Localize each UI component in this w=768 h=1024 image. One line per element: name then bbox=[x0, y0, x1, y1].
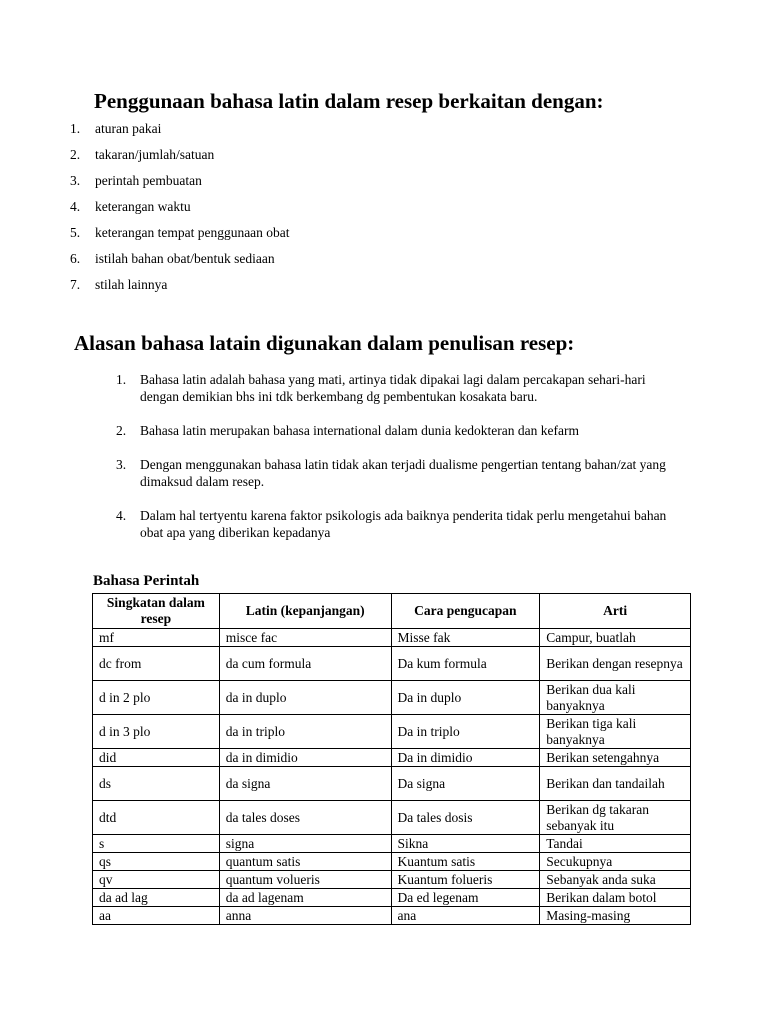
cell-latin: da ad lagenam bbox=[219, 889, 391, 907]
header-singkatan: Singkatan dalam resep bbox=[93, 594, 220, 629]
cell-latin: misce fac bbox=[219, 629, 391, 647]
cell-singkatan: dtd bbox=[93, 801, 220, 835]
table-row bbox=[93, 681, 691, 715]
list-number: 1. bbox=[116, 372, 127, 387]
usage-list-item bbox=[70, 276, 290, 302]
list-number: 2. bbox=[116, 423, 127, 438]
cell-latin: anna bbox=[219, 907, 391, 925]
cell-singkatan: mf bbox=[93, 629, 220, 647]
cell-latin: da tales doses bbox=[219, 801, 391, 835]
reason-list-item bbox=[116, 422, 676, 439]
reason-list bbox=[116, 371, 676, 558]
usage-list-item bbox=[70, 224, 290, 250]
list-number: 4. bbox=[70, 199, 81, 214]
reason-list-item bbox=[116, 507, 676, 541]
cell-latin: signa bbox=[219, 835, 391, 853]
list-text: perintah pembuatan bbox=[95, 173, 202, 188]
table-row bbox=[93, 853, 691, 871]
table-row bbox=[93, 749, 691, 767]
cell-ucapan: Sikna bbox=[391, 835, 540, 853]
cell-ucapan: Da signa bbox=[391, 767, 540, 801]
section1-title: Penggunaan bahasa latin dalam resep berkaitan dengan: bbox=[94, 89, 604, 113]
list-text: takaran/jumlah/satuan bbox=[95, 147, 215, 162]
cell-latin: da cum formula bbox=[219, 647, 391, 681]
cell-latin: quantum satis bbox=[219, 853, 391, 871]
cell-ucapan: Da in triplo bbox=[391, 715, 540, 749]
section2-title: Alasan bahasa latain digunakan dalam penulisan resep: bbox=[74, 331, 575, 355]
table-row bbox=[93, 871, 691, 889]
list-text: istilah bahan obat/bentuk sediaan bbox=[95, 251, 275, 266]
cell-arti: Secukupnya bbox=[540, 853, 691, 871]
list-number: 2. bbox=[70, 147, 81, 162]
table-row bbox=[93, 889, 691, 907]
cell-ucapan: Da ed legenam bbox=[391, 889, 540, 907]
cell-singkatan: d in 3 plo bbox=[93, 715, 220, 749]
list-number: 5. bbox=[70, 225, 81, 240]
cell-singkatan: aa bbox=[93, 907, 220, 925]
cell-ucapan: Da tales dosis bbox=[391, 801, 540, 835]
cell-ucapan: Kuantum folueris bbox=[391, 871, 540, 889]
list-number: 3. bbox=[70, 173, 81, 188]
cell-ucapan: Misse fak bbox=[391, 629, 540, 647]
list-text: aturan pakai bbox=[95, 121, 162, 136]
usage-list bbox=[70, 120, 290, 302]
cell-latin: da in dimidio bbox=[219, 749, 391, 767]
section3-title: Bahasa Perintah bbox=[93, 573, 200, 589]
usage-list-item bbox=[70, 250, 290, 276]
cell-latin: da in duplo bbox=[219, 681, 391, 715]
list-text: Bahasa latin adalah bahasa yang mati, artinya tidak dipakai lagi dalam percakapan sehari-hari dengan demikian bhs ini tdk berkembang dg pembentukan kosakata baru. bbox=[140, 372, 646, 404]
list-text: keterangan tempat penggunaan obat bbox=[95, 225, 290, 240]
list-text: keterangan waktu bbox=[95, 199, 191, 214]
reason-list-item bbox=[116, 371, 676, 405]
list-number: 7. bbox=[70, 277, 81, 292]
cell-latin: da signa bbox=[219, 767, 391, 801]
list-text: Dengan menggunakan bahasa latin tidak akan terjadi dualisme pengertian tentang bahan/zat yang dimaksud dalam resep. bbox=[140, 457, 666, 489]
cell-arti: Berikan dan tandailah bbox=[540, 767, 691, 801]
cell-arti: Masing-masing bbox=[540, 907, 691, 925]
cell-latin: da in triplo bbox=[219, 715, 391, 749]
list-text: stilah lainnya bbox=[95, 277, 168, 292]
cell-singkatan: da ad lag bbox=[93, 889, 220, 907]
table-row bbox=[93, 907, 691, 925]
cell-arti: Campur, buatlah bbox=[540, 629, 691, 647]
list-text: Dalam hal tertyentu karena faktor psikologis ada baiknya penderita tidak perlu mengetahui bahan obat apa yang diberikan kepadanya bbox=[140, 508, 667, 540]
usage-list-item bbox=[70, 198, 290, 224]
usage-list-item bbox=[70, 120, 290, 146]
cell-ucapan: Da in duplo bbox=[391, 681, 540, 715]
cell-arti: Berikan setengahnya bbox=[540, 749, 691, 767]
list-number: 6. bbox=[70, 251, 81, 266]
cell-ucapan: Da kum formula bbox=[391, 647, 540, 681]
table-row bbox=[93, 647, 691, 681]
list-number: 4. bbox=[116, 508, 127, 523]
cell-arti: Berikan dg takaran sebanyak itu bbox=[540, 801, 691, 835]
cell-arti: Berikan dengan resepnya bbox=[540, 647, 691, 681]
cell-singkatan: dc from bbox=[93, 647, 220, 681]
cell-singkatan: qs bbox=[93, 853, 220, 871]
list-number: 3. bbox=[116, 457, 127, 472]
cell-singkatan: qv bbox=[93, 871, 220, 889]
cell-singkatan: ds bbox=[93, 767, 220, 801]
usage-list-item bbox=[70, 172, 290, 198]
table-row bbox=[93, 715, 691, 749]
usage-list-item bbox=[70, 146, 290, 172]
cell-arti: Sebanyak anda suka bbox=[540, 871, 691, 889]
cell-arti: Tandai bbox=[540, 835, 691, 853]
header-arti: Arti bbox=[540, 594, 691, 629]
cell-singkatan: d in 2 plo bbox=[93, 681, 220, 715]
header-latin: Latin (kepanjangan) bbox=[219, 594, 391, 629]
cell-latin: quantum volueris bbox=[219, 871, 391, 889]
table-row bbox=[93, 801, 691, 835]
cell-ucapan: ana bbox=[391, 907, 540, 925]
cell-singkatan: s bbox=[93, 835, 220, 853]
cell-ucapan: Kuantum satis bbox=[391, 853, 540, 871]
cell-ucapan: Da in dimidio bbox=[391, 749, 540, 767]
list-number: 1. bbox=[70, 121, 81, 136]
list-text: Bahasa latin merupakan bahasa international dalam dunia kedokteran dan kefarm bbox=[140, 423, 579, 438]
reason-list-item bbox=[116, 456, 676, 490]
cell-arti: Berikan tiga kali banyaknya bbox=[540, 715, 691, 749]
table-row bbox=[93, 629, 691, 647]
cell-arti: Berikan dalam botol bbox=[540, 889, 691, 907]
header-ucapan: Cara pengucapan bbox=[391, 594, 540, 629]
cell-singkatan: did bbox=[93, 749, 220, 767]
table-row bbox=[93, 835, 691, 853]
table-row bbox=[93, 767, 691, 801]
table-header-row bbox=[93, 594, 691, 629]
cell-arti: Berikan dua kali banyaknya bbox=[540, 681, 691, 715]
command-table bbox=[92, 593, 691, 925]
